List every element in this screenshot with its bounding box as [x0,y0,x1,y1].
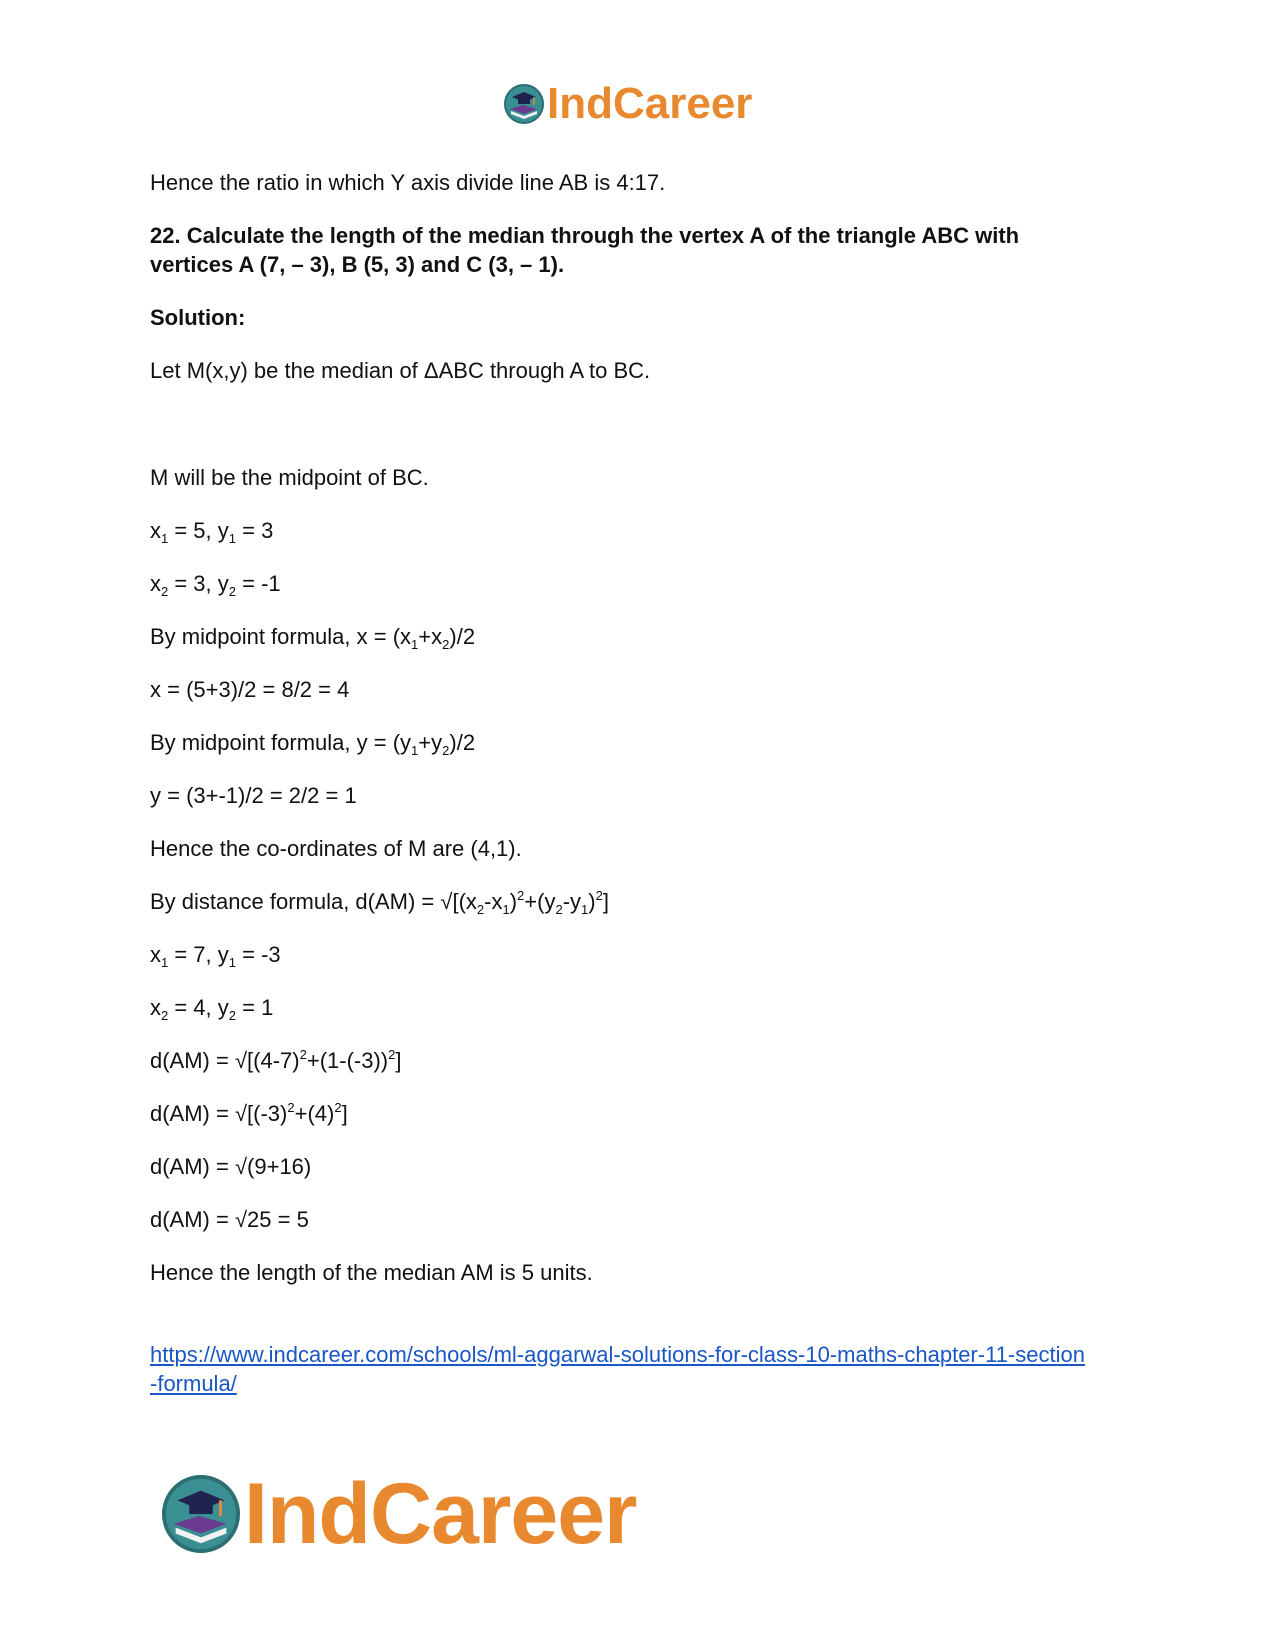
distance-step-3: d(AM) = √(9+16) [150,1154,312,1179]
source-link-line-2[interactable]: -formula/ [150,1371,237,1396]
source-link-line-1[interactable]: https://www.indcareer.com/schools/ml-aggarwal-solutions-for-class-10-maths-chapter-11-section [150,1342,1085,1367]
point-b-coords: $x_1 = 5$, $y_1 = 3$ [150,518,274,546]
midpoint-x-calc: x = (5+3)/2 = 8/2 = 4 [150,677,350,702]
point-m-coords: $x_2 = 4$, $y_2 = 1$ [150,995,274,1023]
solution-heading: Solution: [150,305,246,330]
coordinates-of-m: Hence the co-ordinates of M are (4,1). [150,836,522,861]
midpoint-y-calc: y = (3+-1)/2 = 2/2 = 1 [150,783,357,808]
brand-wordmark: IndCareer [244,1466,637,1562]
graduation-book-icon [503,83,545,125]
midpoint-formula-x: By midpoint formula, $x = (x_1+x_2)/2$ [150,624,476,652]
midpoint-formula-y: By midpoint formula, $y = (y_1+y_2)/2$ [150,730,476,758]
footer-logo [160,1468,637,1560]
brand-wordmark: IndCareer [547,79,753,128]
distance-step-2: $d(AM) = √[(-3)^2+(4)^2]$ [150,1100,348,1126]
question-22-line-2: vertices A (7, – 3), B (5, 3) and C (3, – 1). [150,252,565,277]
ratio-line: Hence the ratio in which Y axis divide line AB is 4:17. [150,170,666,195]
question-22-line-1: 22. Calculate the length of the median through the vertex A of the triangle ABC with [150,223,1020,248]
conclusion-line: Hence the length of the median AM is 5 units. [150,1260,593,1285]
header-logo [503,78,752,130]
graduation-book-icon [160,1473,242,1555]
distance-step-1: $d(AM) = √[(4-7)^2+(1-(-3))^2]$ [150,1047,402,1073]
distance-formula: By distance formula, $d(AM) = √[(x_2-x_1)^2+(y_2-y_1)^2]$ [150,888,609,917]
distance-step-4: d(AM) = √25 = 5 [150,1207,309,1232]
let-statement: Let M(x,y) be the median of ΔABC through A to BC. [150,358,651,383]
midpoint-statement: M will be the midpoint of BC. [150,465,429,490]
point-a-coords: $x_1 = 7$, $y_1 = -3$ [150,942,281,970]
point-c-coords: $x_2 = 3$, $y_2 = -1$ [150,571,281,599]
